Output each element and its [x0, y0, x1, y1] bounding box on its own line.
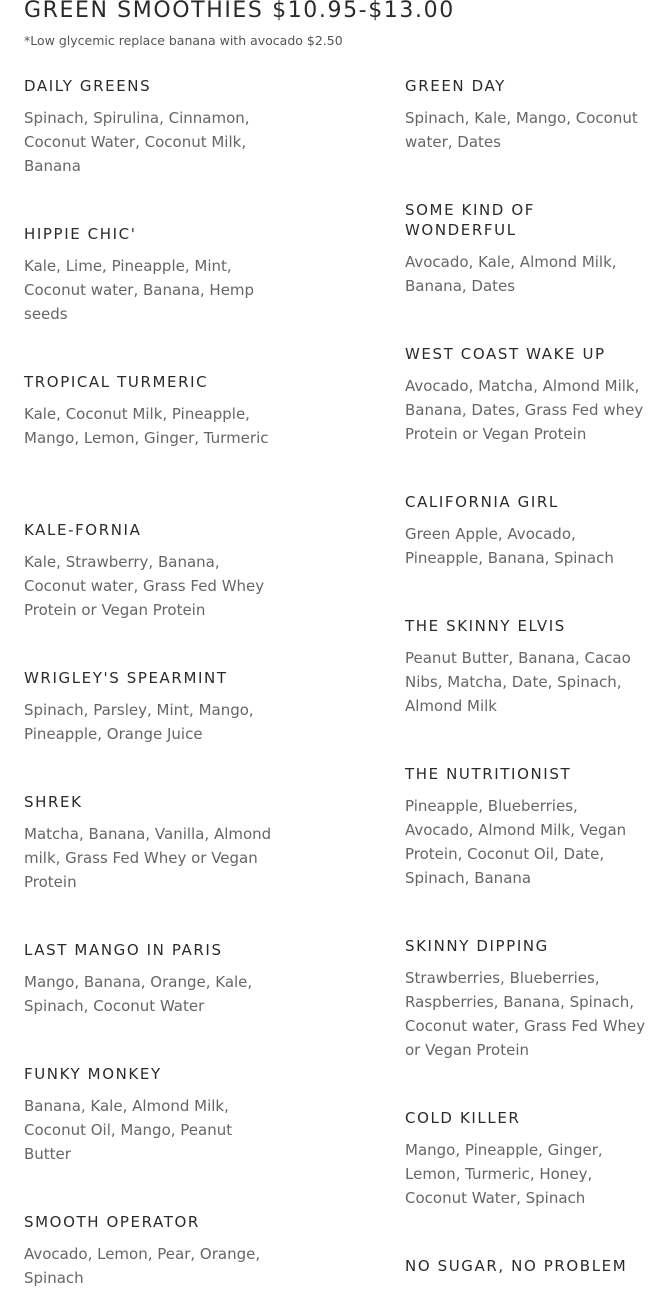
- menu-item-daily-greens: [24, 76, 274, 178]
- pricing-note: *Low glycemic replace banana with avocado $2.50: [24, 33, 343, 48]
- menu-item-kale-fornia: [24, 520, 274, 622]
- item-name: THE NUTRITIONIST: [405, 765, 572, 783]
- item-ingredients: Kale, Lime, Pineapple, Mint, Coconut water, Banana, Hemp seeds: [24, 257, 255, 323]
- item-name: THE SKINNY ELVIS: [405, 617, 566, 635]
- menu-item-hippie-chic: [24, 224, 274, 326]
- menu-item-smooth-operator: [24, 1212, 274, 1290]
- menu-item-wrigleys-spearmint: [24, 668, 274, 746]
- item-name: KALE-FORNIA: [24, 521, 142, 539]
- item-name: GREEN DAY: [405, 77, 506, 95]
- item-name: COLD KILLER: [405, 1109, 521, 1127]
- item-ingredients: Peanut Butter, Banana, Cacao Nibs, Matcha, Date, Spinach, Almond Milk: [405, 649, 631, 715]
- menu-item-some-kind-of-wonderful: [405, 200, 650, 298]
- menu-item-the-nutritionist: [405, 764, 650, 890]
- item-ingredients: Strawberries, Blueberries, Raspberries, Banana, Spinach, Coconut water, Grass Fed Whey or Vegan Protein: [405, 969, 646, 1059]
- item-name: NO SUGAR, NO PROBLEM: [405, 1257, 628, 1275]
- item-ingredients: Spinach, Kale, Mango, Coconut water, Dates: [405, 109, 638, 151]
- item-ingredients: Green Apple, Avocado, Pineapple, Banana, Spinach: [405, 525, 614, 567]
- item-name: LAST MANGO IN PARIS: [24, 941, 223, 959]
- menu-item-the-skinny-elvis: [405, 616, 650, 718]
- menu-item-tropical-turmeric: [24, 372, 274, 450]
- menu-item-green-day: [405, 76, 650, 154]
- item-ingredients: Avocado, Matcha, Almond Milk, Banana, Dates, Grass Fed whey Protein or Vegan Protein: [405, 377, 644, 443]
- item-ingredients: Pineapple, Blueberries, Avocado, Almond Milk, Vegan Protein, Coconut Oil, Date, Spinach, Banana: [405, 797, 627, 887]
- menu-item-skinny-dipping: [405, 936, 650, 1062]
- item-name: TROPICAL TURMERIC: [24, 373, 209, 391]
- page-title: GREEN SMOOTHIES $10.95-$13.00: [24, 0, 455, 23]
- menu-item-shrek: [24, 792, 274, 894]
- item-name: SOME KIND OF WONDERFUL: [405, 201, 535, 239]
- menu-item-california-girl: [405, 492, 650, 570]
- item-name: SMOOTH OPERATOR: [24, 1213, 200, 1231]
- item-ingredients: Kale, Strawberry, Banana, Coconut water, Grass Fed Whey Protein or Vegan Protein: [24, 553, 265, 619]
- item-ingredients: Kale, Coconut Milk, Pineapple, Mango, Lemon, Ginger, Turmeric: [24, 405, 269, 447]
- item-ingredients: Avocado, Lemon, Pear, Orange, Spinach: [24, 1245, 261, 1287]
- item-ingredients: Banana, Kale, Almond Milk, Coconut Oil, Mango, Peanut Butter: [24, 1097, 233, 1163]
- item-ingredients: Matcha, Banana, Vanilla, Almond milk, Grass Fed Whey or Vegan Protein: [24, 825, 272, 891]
- menu-item-cold-killer: [405, 1108, 650, 1210]
- item-name: CALIFORNIA GIRL: [405, 493, 559, 511]
- item-ingredients: Spinach, Spirulina, Cinnamon, Coconut Water, Coconut Milk, Banana: [24, 109, 250, 175]
- item-ingredients: Avocado, Kale, Almond Milk, Banana, Dates: [405, 253, 617, 295]
- item-name: FUNKY MONKEY: [24, 1065, 162, 1083]
- item-name: WEST COAST WAKE UP: [405, 345, 606, 363]
- item-name: SKINNY DIPPING: [405, 937, 549, 955]
- item-name: DAILY GREENS: [24, 77, 152, 95]
- item-name: HIPPIE CHIC': [24, 225, 137, 243]
- item-ingredients: Spinach, Parsley, Mint, Mango, Pineapple, Orange Juice: [24, 701, 254, 743]
- item-name: SHREK: [24, 793, 83, 811]
- item-name: WRIGLEY'S SPEARMINT: [24, 669, 228, 687]
- menu-item-funky-monkey: [24, 1064, 274, 1166]
- item-ingredients: Mango, Pineapple, Ginger, Lemon, Turmeric, Honey, Coconut Water, Spinach: [405, 1141, 603, 1207]
- menu-item-last-mango-in-paris: [24, 940, 274, 1018]
- item-ingredients: Mango, Banana, Orange, Kale, Spinach, Coconut Water: [24, 973, 253, 1015]
- menu-item-west-coast-wake-up: [405, 344, 650, 446]
- menu-item-no-sugar-no-problem: [405, 1256, 650, 1286]
